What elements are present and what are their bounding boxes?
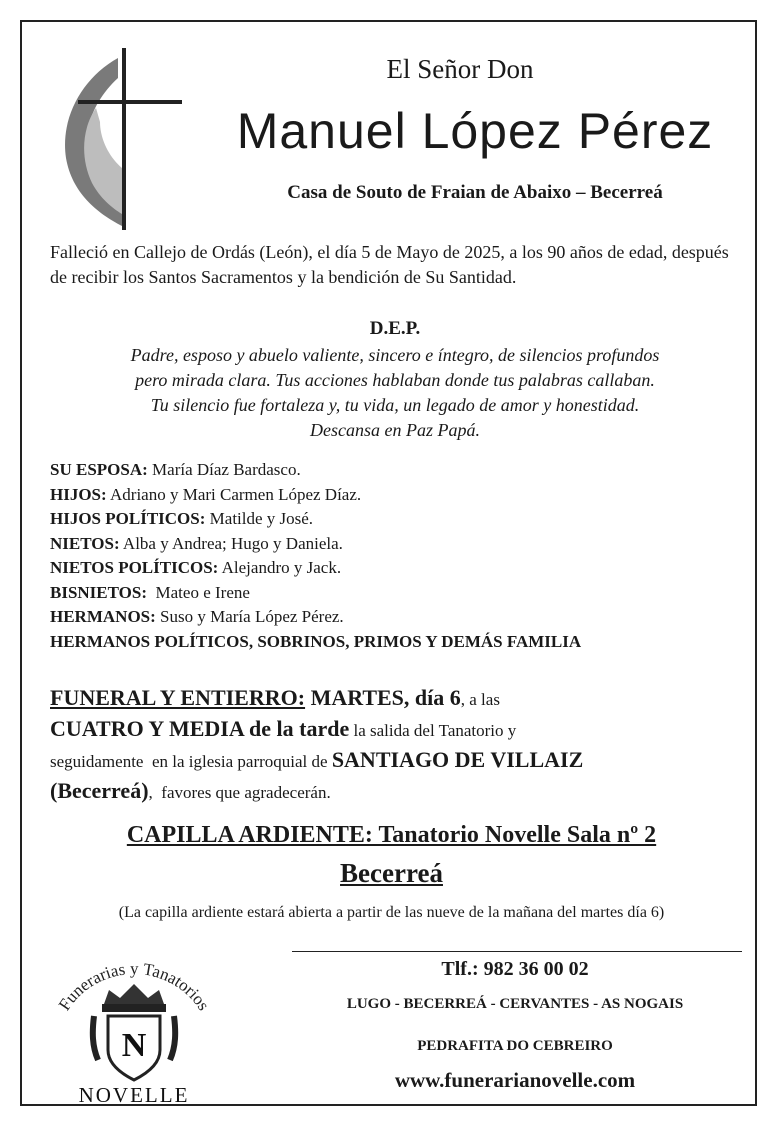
funeral-line-3: seguidamente en la iglesia parroquial de SANTIAGO DE VILLAIZ	[50, 747, 584, 772]
epitaph-line: Tu silencio fue fortaleza y, tu vida, un legado de amor y honestidad.	[150, 395, 640, 415]
title-prefix: El Señor Don	[386, 54, 534, 84]
pedrafita: PEDRAFITA DO CEBREIRO	[417, 1038, 613, 1054]
website-link[interactable]: www.funerarianovelle.com	[394, 1068, 636, 1092]
family-list	[50, 458, 750, 654]
divider	[292, 951, 742, 952]
funeral-home-logo	[34, 942, 234, 1110]
family-row-children-in-law: HIJOS POLÍTICOS: Matilde y José.	[50, 509, 314, 528]
residence: Casa de Souto de Fraian de Abaixo – Becerreá	[287, 182, 663, 203]
funeral-line-2: CUATRO Y MEDIA de la tarde la salida del Tanatorio y	[50, 716, 517, 741]
funeral-line-1: FUNERAL Y ENTIERRO: MARTES, día 6, a las	[50, 685, 500, 710]
chapel-note: (La capilla ardiente estará abierta a partir de las nueve de la mañana del martes día 6)	[118, 904, 665, 921]
family-row-great-grandchildren: BISNIETOS: Mateo e Irene	[50, 582, 250, 602]
cross-flame-icon	[52, 48, 184, 230]
family-row-siblings: HERMANOS: Suso y María López Pérez.	[50, 607, 344, 626]
chapel-town: Becerreá	[340, 858, 443, 888]
funeral-line-4: (Becerreá), favores que agradecerán.	[50, 778, 331, 803]
crown-icon	[102, 984, 166, 1012]
family-row-closing: HERMANOS POLÍTICOS, SOBRINOS, PRIMOS Y DEMÁS FAMILIA	[50, 631, 582, 651]
epitaph-line: pero mirada clara. Tus acciones hablaban donde tus palabras callaban.	[135, 370, 655, 390]
logo-initial: N	[121, 1027, 147, 1064]
chapel-title: CAPILLA ARDIENTE: Tanatorio Novelle Sala nº 2	[126, 822, 657, 848]
epitaph-line: Descansa en Paz Papá.	[310, 420, 480, 440]
family-row-grandchildren: NIETOS: Alba y Andrea; Hugo y Daniela.	[50, 533, 343, 553]
family-row-spouse: SU ESPOSA: María Díaz Bardasco.	[50, 460, 301, 479]
phone-number: Tlf.: 982 36 00 02	[441, 958, 589, 980]
cities: LUGO - BECERREÁ - CERVANTES - AS NOGAIS	[346, 996, 684, 1012]
logo-name: NOVELLE	[78, 1083, 190, 1107]
epitaph	[50, 343, 740, 443]
funeral-details	[50, 683, 750, 807]
death-notice: Falleció en Callejo de Ordás (León), el día 5 de Mayo de 2025, a los 90 años de edad, después de recibir los Santos Sacramentos y la bendición de Su Santidad.	[50, 242, 729, 287]
epitaph-line: Padre, esposo y abuelo valiente, sincero e íntegro, de silencios profundos	[130, 345, 660, 365]
dep-heading: D.E.P.	[369, 318, 421, 339]
deceased-name: Manuel López Pérez	[236, 103, 714, 159]
family-row-children: HIJOS: Adriano y Mari Carmen López Díaz.	[50, 484, 362, 504]
family-row-grandchildren-in-law: NIETOS POLÍTICOS: Alejandro y Jack.	[50, 558, 342, 577]
logo-arc-text: Funerarias y Tanatorios	[54, 958, 214, 1014]
